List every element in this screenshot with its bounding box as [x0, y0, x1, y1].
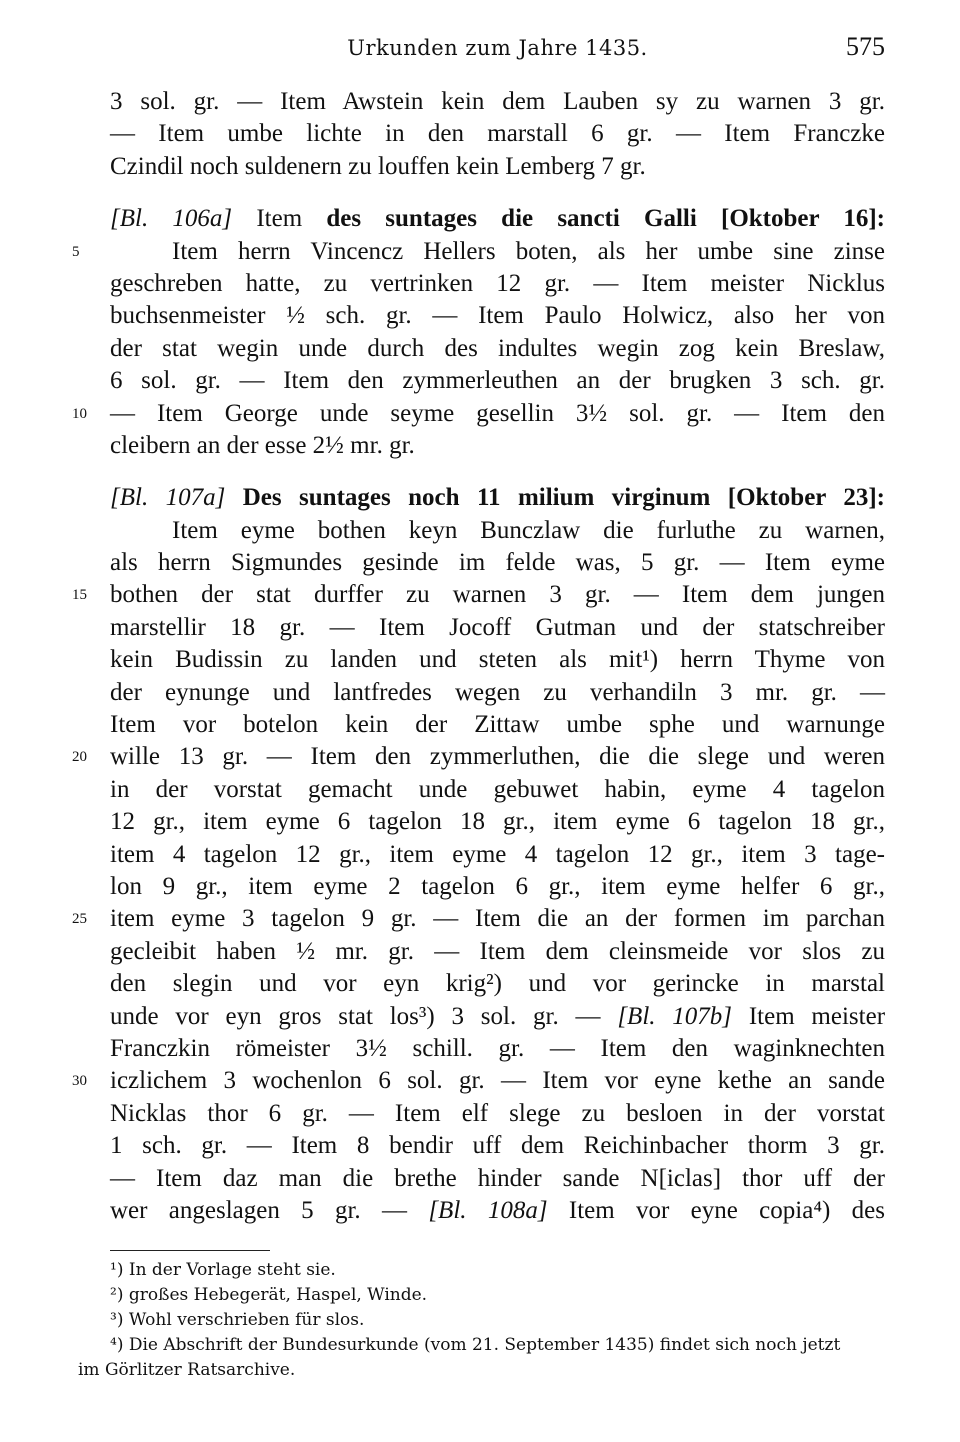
- text-line: [110, 1098, 885, 1130]
- text-line: [110, 365, 885, 397]
- line-text: — Item daz man die brethe hinder sande N[iclas] thor uff der: [110, 1164, 885, 1192]
- text-line: [110, 118, 885, 150]
- line-text: — Item umbe lichte in den marstall 6 gr. — Item Franczke: [110, 120, 885, 148]
- footnote: im Görlitzer Ratsarchive.: [78, 1360, 296, 1380]
- text-line: [72, 1065, 885, 1097]
- text-line: [72, 741, 885, 773]
- line-number: 5: [72, 243, 80, 260]
- line-text: 6 sol. gr. — Item den zymmerleuthen an der brugken 3 sch. gr.: [110, 367, 885, 395]
- line-text: geschreben hatte, zu vertrinken 12 gr. — Item meister Nicklus: [110, 269, 885, 297]
- text-line: [110, 774, 885, 806]
- line-text: als herrn Sigmundes gesinde im felde was, 5 gr. — Item eyme: [110, 549, 885, 577]
- line-text: lon 9 gr., item eyme 2 tagelon 6 gr., item eyme helfer 6 gr.,: [110, 872, 885, 900]
- folio-reference: [Bl. 106a]: [110, 205, 233, 233]
- line-number: 10: [72, 405, 87, 422]
- line-text: 3 sol. gr. — Item Awstein kein dem Lauben sy zu warnen 3 gr.: [110, 88, 885, 115]
- folio-reference: [Bl. 108a]: [428, 1196, 548, 1224]
- line-text: in der vorstat gemacht unde gebuwet habin, eyme 4 tagelon: [110, 775, 885, 803]
- folio-reference: [Bl. 107b]: [617, 1002, 733, 1030]
- line-text: wille 13 gr. — Item den zymmerluthen, die die slege und weren: [110, 743, 885, 771]
- text-line: [110, 300, 885, 332]
- line-text: iczlichem 3 wochenlon 6 sol. gr. — Item vor eyne kethe an sande: [110, 1067, 885, 1095]
- text-line: [110, 677, 885, 709]
- text-line: [72, 398, 885, 430]
- line-text: Nicklas thor 6 gr. — Item elf slege zu besloen in der vorstat: [110, 1099, 885, 1127]
- line-number: 25: [72, 911, 87, 928]
- line-text: item eyme 3 tagelon 9 gr. — Item die an der formen im parchan: [110, 905, 885, 933]
- text-line: [72, 579, 885, 611]
- line-text: Item: [256, 205, 303, 233]
- line-text: Czindil noch suldenern zu louffen kein Lemberg 7 gr.: [110, 152, 646, 180]
- text-line: [110, 806, 885, 838]
- line-number: 15: [72, 587, 87, 604]
- text-line: [110, 709, 885, 741]
- line-text: der stat wegin unde durch des indultes wegin zog kein Breslaw,: [110, 334, 885, 362]
- text-line: [110, 482, 885, 514]
- section-heading: Des suntages noch 11 milium virginum [Oktober 23]:: [242, 484, 885, 512]
- footnote: ³) Wohl verschrieben für slos.: [110, 1310, 365, 1330]
- main-text: [72, 86, 886, 1227]
- folio-reference: [Bl. 107a]: [110, 484, 226, 512]
- line-number: 20: [72, 749, 87, 766]
- text-line: [110, 839, 885, 871]
- line-text: cleibern an der esse 2½ mr. gr.: [110, 431, 415, 459]
- footnote: ⁴) Die Abschrift der Bundesurkunde (vom 21. September 1435) findet sich noch jetzt: [110, 1335, 841, 1355]
- line-text: Item eyme bothen keyn Bunczlaw die furluthe zu warnen,: [172, 516, 885, 544]
- footnote: ¹) In der Vorlage steht sie.: [110, 1260, 336, 1280]
- text-line: [110, 871, 885, 903]
- line-text: Item vor eyne copia⁴) des: [568, 1196, 886, 1224]
- line-text: 12 gr., item eyme 6 tagelon 18 gr., item eyme 6 tagelon 18 gr.,: [110, 808, 885, 836]
- text-line: [110, 644, 885, 676]
- text-line: [110, 1163, 885, 1195]
- page-number: 575: [846, 32, 885, 61]
- line-text: Item meister: [748, 1002, 886, 1030]
- text-line: [110, 968, 885, 1000]
- page-header: [110, 30, 885, 66]
- text-line: [110, 612, 885, 644]
- text-line: [72, 903, 885, 935]
- text-line: [110, 151, 885, 183]
- text-line: [110, 515, 885, 547]
- line-text: Item herrn Vincencz Hellers boten, als her umbe sine zinse: [172, 237, 885, 265]
- line-text: buchsenmeister ½ sch. gr. — Item Paulo Holwicz, also her von: [110, 302, 885, 330]
- line-number: 30: [72, 1073, 87, 1090]
- line-text: unde vor eyn gros stat los³) 3 sol. gr. —: [110, 1002, 601, 1030]
- line-text: Franczkin römeister 3½ schill. gr. — Item den waginknechten: [110, 1034, 885, 1062]
- text-line: [72, 236, 885, 268]
- text-line: [110, 547, 885, 579]
- text-line: [110, 936, 885, 968]
- line-text: 1 sch. gr. — Item 8 bendir uff dem Reichinbacher thorm 3 gr.: [110, 1132, 885, 1160]
- footnotes: [78, 1258, 900, 1383]
- line-text: marstellir 18 gr. — Item Jocoff Gutman und der statschreiber: [110, 613, 885, 641]
- text-line: [110, 430, 885, 462]
- line-text: Item vor botelon kein der Zittaw umbe sphe und warnunge: [110, 711, 885, 739]
- line-text: item 4 tagelon 12 gr., item eyme 4 tagelon 12 gr., item 3 tage-: [110, 840, 885, 868]
- section-heading: des suntages die sancti Galli [Oktober 16]:: [326, 205, 885, 233]
- text-line: [110, 1195, 885, 1227]
- line-text: den slegin und vor eyn krig²) und vor gerincke in marstal: [110, 970, 885, 998]
- line-text: wer angeslagen 5 gr. —: [110, 1196, 407, 1224]
- line-text: gecleibit haben ½ mr. gr. — Item dem cleinsmeide vor slos zu: [110, 937, 885, 965]
- text-line: [110, 1033, 885, 1065]
- text-line: [110, 1001, 885, 1033]
- line-text: der eynunge und lantfredes wegen zu verhandiln 3 mr. gr. —: [110, 678, 885, 706]
- text-line: [110, 86, 885, 118]
- text-line: [110, 203, 885, 235]
- text-line: [110, 1130, 885, 1162]
- text-line: [110, 268, 885, 300]
- line-text: — Item George unde seyme gesellin 3½ sol. gr. — Item den: [110, 399, 885, 427]
- footnote-divider: [110, 1250, 270, 1251]
- text-line: [110, 333, 885, 365]
- line-text: kein Budissin zu landen und steten als mit¹) herrn Thyme von: [110, 646, 885, 674]
- footnote: ²) großes Hebegerät, Haspel, Winde.: [110, 1285, 428, 1305]
- running-title: Urkunden zum Jahre 1435.: [347, 36, 648, 60]
- line-text: bothen der stat durffer zu warnen 3 gr. — Item dem jungen: [110, 581, 885, 609]
